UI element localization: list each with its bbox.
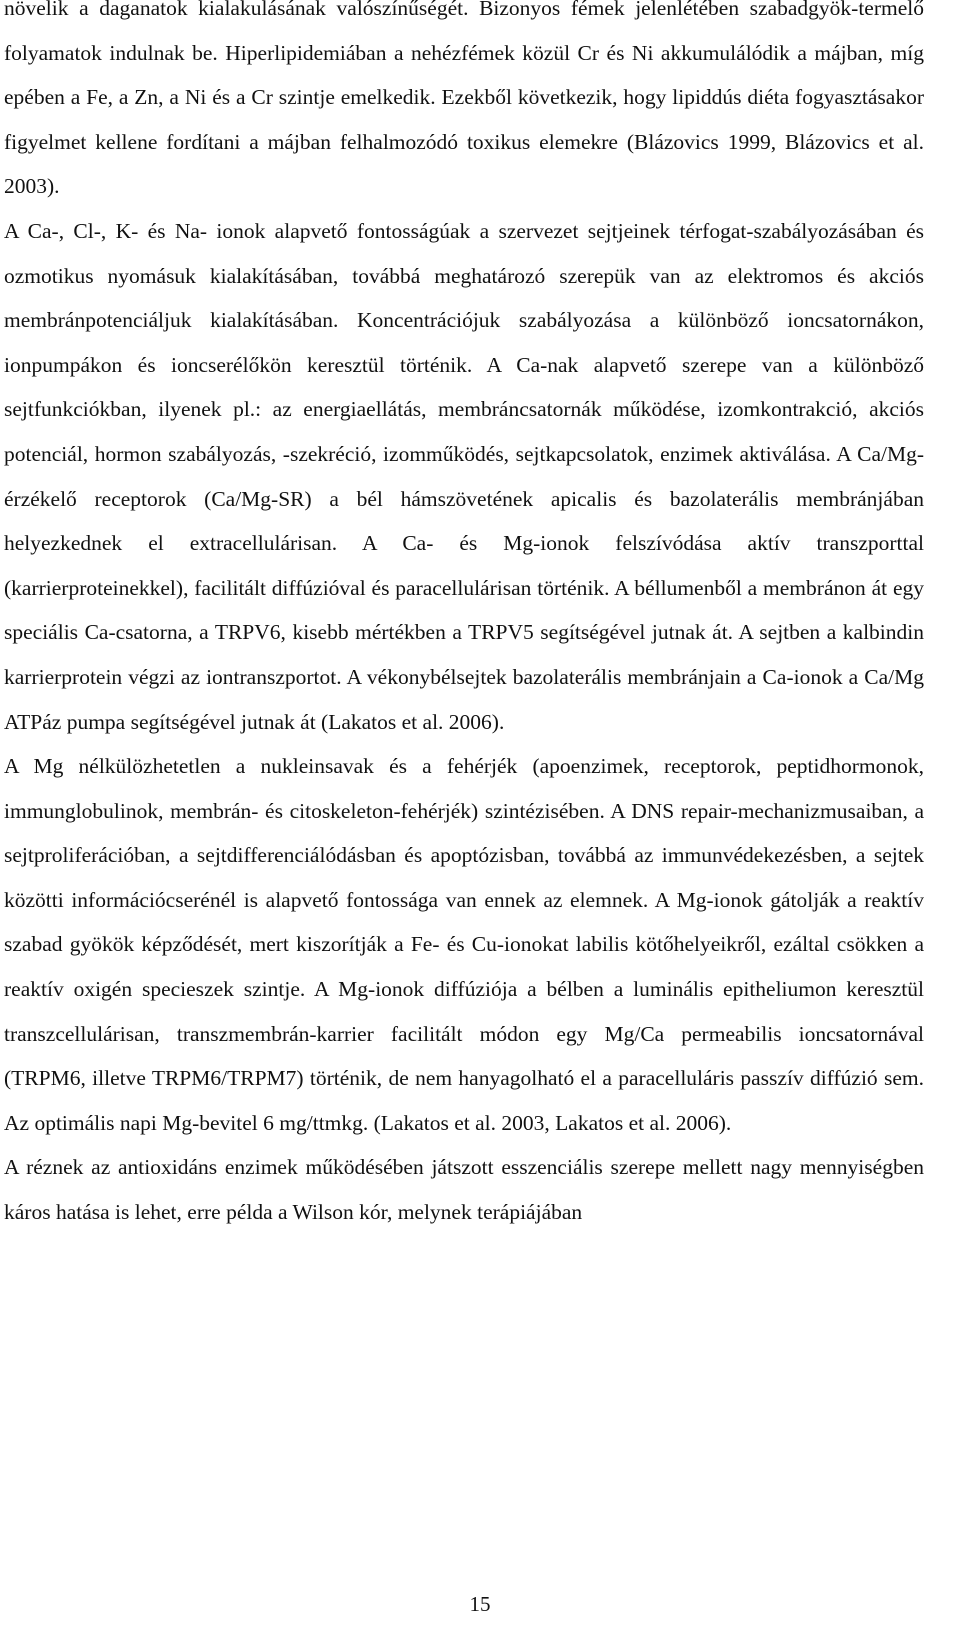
body-text [4, 0, 924, 1235]
paragraph-heavy-metals: növelik a daganatok kialakulásának valószínűségét. Bizonyos fémek jelenlétében szabadgyök-termelő folyamatok indulnak be. Hiperlipidemiában a nehézfémek közül Cr és Ni akkumulálódik a májban, míg epében a Fe, a Zn, a Ni és a Cr szintje emelkedik. Ezekből következik, hogy lipiddús diéta fogyasztásakor figyelmet kellene fordítani a májban felhalmozódó toxikus elemekre (Blázovics 1999, Blázovics et al. 2003). [4, 0, 924, 199]
paragraph-copper: A réznek az antioxidáns enzimek működésében játszott esszenciális szerepe mellett nagy mennyiségben káros hatása is lehet, erre példa a Wilson kór, melynek terápiájában [4, 1155, 924, 1225]
page-number: 15 [469, 1592, 491, 1616]
paragraph-ions: A Ca-, Cl-, K- és Na- ionok alapvető fontosságúak a szervezet sejtjeinek térfogat-szabályozásában és ozmotikus nyomásuk kialakításában, továbbá meghatározó szerepük van az elektromos és akciós membránpotenciáljuk kialakításában. Koncentrációjuk szabályozása a különböző ioncsatornákon, ionpumpákon és ioncserélőkön keresztül történik. A Ca-nak alapvető szerepe van a különböző sejtfunkciókban, ilyenek pl.: az energiaellátás, membráncsatornák működése, izomkontrakció, akciós potenciál, hormon szabályozás, -szekréció, izomműködés, sejtkapcsolatok, enzimek aktiválása. A Ca/Mg-érzékelő receptorok (Ca/Mg-SR) a bél hámszövetének apicalis és bazolaterális membránjában helyezkednek el extracellulárisan. A Ca- és Mg-ionok felszívódása aktív transzporttal (karrierproteinekkel), facilitált diffúzióval és paracellulárisan történik. A béllumenből a membránon át egy speciális Ca-csatorna, a TRPV6, kisebb mértékben a TRPV5 segítségével jutnak át. A sejtben a kalbindin karrierprotein végzi az iontranszportot. A vékonybélsejtek bazolaterális membránjain a Ca-ionok a Ca/Mg ATPáz pumpa segítségével jutnak át (Lakatos et al. 2006). [4, 218, 924, 734]
paragraph-magnesium: A Mg nélkülözhetetlen a nukleinsavak és a fehérjék (apoenzimek, receptorok, peptidhormonok, immunglobulinok, membrán- és citoskeleton-fehérjék) szintézisében. A DNS repair-mechanizmusaiban, a sejtproliferációban, a sejtdifferenciálódásban és apoptózisban, továbbá az immunvédekezésben, a sejtek közötti információcserénél is alapvető fontossága van ennek az elemnek. A Mg-ionok gátolják a reaktív szabad gyökök képződését, mert kiszorítják a Fe- és Cu-ionokat labilis kötőhelyeikről, ezáltal csökken a reaktív oxigén specieszek szintje. A Mg-ionok diffúziója a bélben a luminális epitheliumon keresztül transzcellulárisan, transzmembrán-karrier facilitált módon egy Mg/Ca permeabilis ioncsatornával (TRPM6, illetve TRPM6/TRPM7) történik, de nem hanyagolható el a paracelluláris passzív diffúzió sem. Az optimális napi Mg-bevitel 6 mg/ttmkg. (Lakatos et al. 2003, Lakatos et al. 2006). [4, 754, 924, 1135]
